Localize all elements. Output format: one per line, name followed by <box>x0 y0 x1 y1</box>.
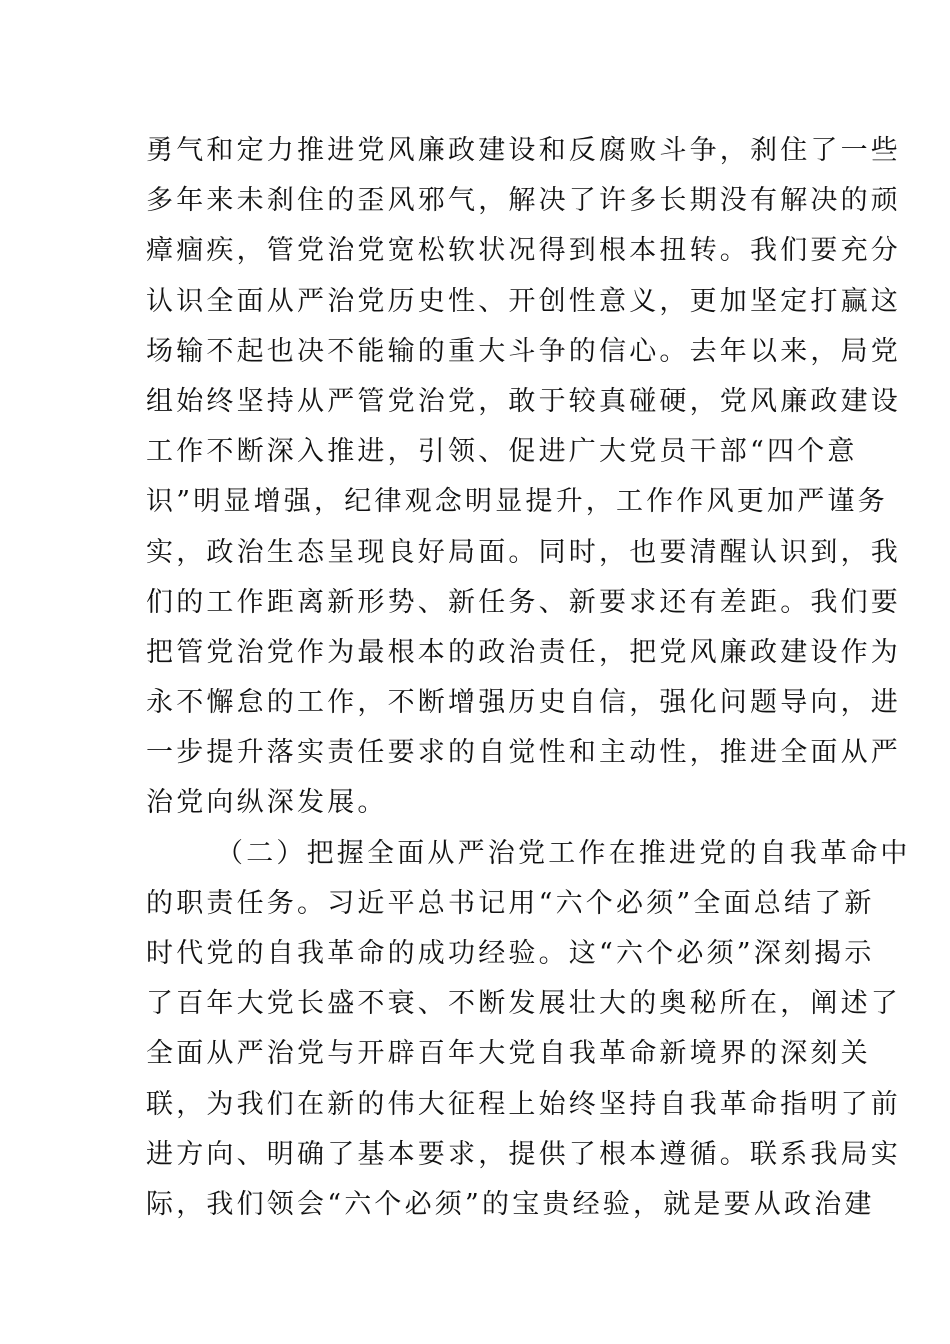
text-line-13: 一步提升落实责任要求的自觉性和主动性，推进全面从严 <box>146 737 901 769</box>
text-line-8: 识”明显增强，纪律观念明显提升，工作作风更加严谨务 <box>146 486 888 518</box>
text-line-11: 把管党治党作为最根本的政治责任，把党风廉政建设作为 <box>146 636 901 668</box>
text-line-6: 组始终坚持从严管党治党，敢于较真碰硬，党风廉政建设 <box>146 385 901 417</box>
text-line-5: 场输不起也决不能输的重大斗争的信心。去年以来，局党 <box>146 335 901 367</box>
text-line-10: 们的工作距离新形势、新任务、新要求还有差距。我们要 <box>146 586 901 618</box>
text-line-9: 实，政治生态呈现良好局面。同时，也要清醒认识到，我 <box>146 536 901 568</box>
text-line-2: 多年来未刹住的歪风邪气，解决了许多长期没有解决的顽 <box>146 185 901 217</box>
text-line-4: 认识全面从严治党历史性、开创性意义，更加坚定打赢这 <box>146 285 901 317</box>
text-line-14: 治党向纵深发展。 <box>146 787 388 819</box>
text-line-1: 勇气和定力推进党风廉政建设和反腐败斗争，刹住了一些 <box>146 135 901 166</box>
text-line-21: 进方向、明确了基本要求，提供了根本遵循。联系我局实 <box>146 1138 901 1170</box>
text-line-20: 联，为我们在新的伟大征程上始终坚持自我革命指明了前 <box>146 1088 901 1120</box>
section-heading-line: （二）把握全面从严治党工作在推进党的自我革命中 <box>216 837 911 869</box>
text-line-16: 的职责任务。习近平总书记用“六个必须”全面总结了新 <box>146 887 875 919</box>
text-line-19: 全面从严治党与开辟百年大党自我革命新境界的深刻关 <box>146 1038 871 1070</box>
text-line-17: 时代党的自我革命的成功经验。这“六个必须”深刻揭示 <box>146 938 875 969</box>
text-line-18: 了百年大党长盛不衰、不断发展壮大的奥秘所在，阐述了 <box>146 988 901 1020</box>
text-line-7: 工作不断深入推进，引领、促进广大党员干部“四个意 <box>146 436 858 468</box>
body-text <box>146 126 911 1230</box>
text-line-22: 际，我们领会“六个必须”的宝贵经验，就是要从政治建 <box>146 1188 875 1220</box>
text-line-12: 永不懈怠的工作，不断增强历史自信，强化问题导向，进 <box>146 687 901 719</box>
text-line-3: 瘴痼疾，管党治党宽松软状况得到根本扭转。我们要充分 <box>146 235 901 267</box>
